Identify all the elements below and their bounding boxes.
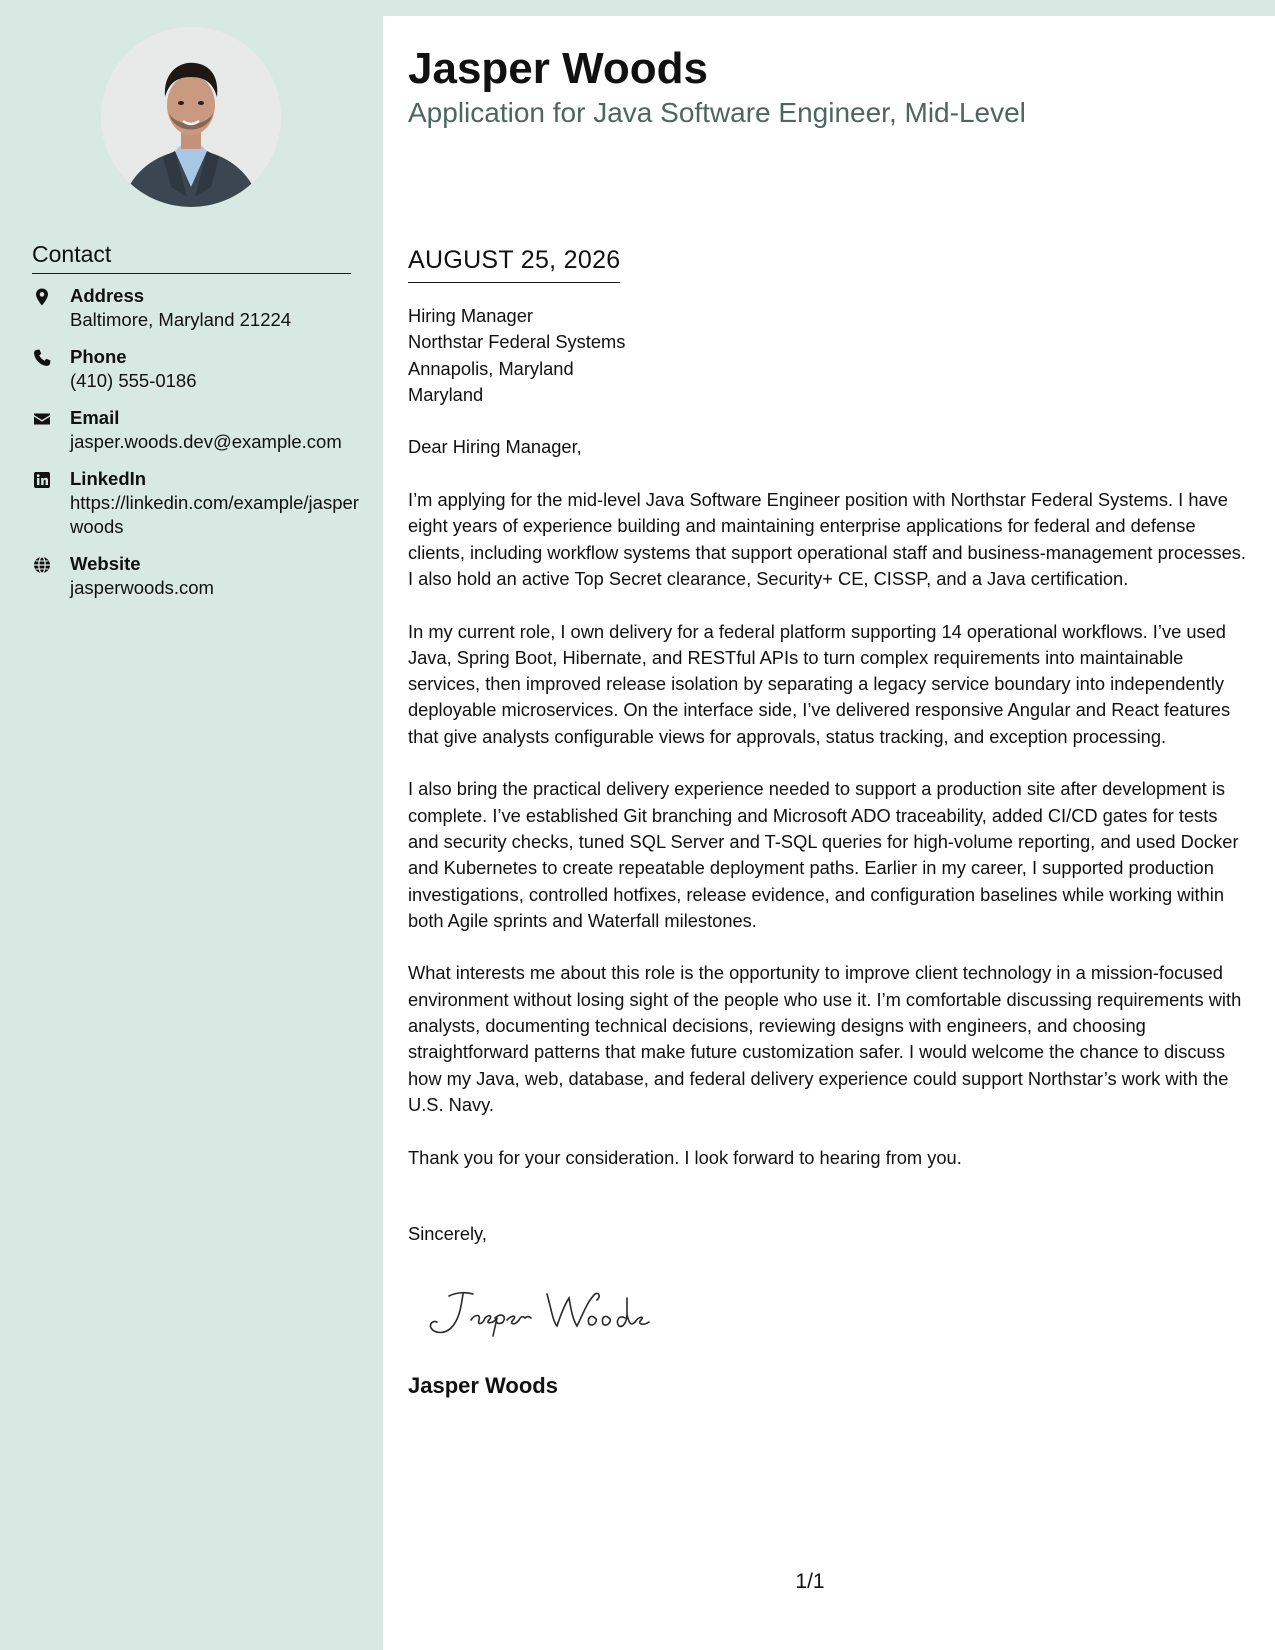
recipient-line: Hiring Manager — [408, 305, 533, 326]
phone-value: (410) 555-0186 — [70, 370, 197, 391]
contact-label: Website — [70, 553, 141, 574]
application-subtitle: Application for Java Software Engineer, Mid-Level — [408, 97, 1026, 128]
recipient-line: Northstar Federal Systems — [408, 331, 626, 353]
contact-list — [32, 284, 362, 613]
globe-icon — [32, 552, 70, 600]
contact-label: LinkedIn — [70, 468, 147, 489]
envelope-icon — [32, 406, 70, 454]
letter-body — [408, 303, 1250, 1273]
sidebar — [0, 0, 383, 1650]
recipient-line: Maryland — [408, 383, 484, 405]
contact-heading: Contact — [32, 240, 351, 274]
page-number-text: 1/1 — [795, 1570, 825, 1593]
salutation: Dear Hiring Manager, — [408, 436, 582, 458]
contact-item-linkedin — [32, 467, 362, 539]
contact-item-phone — [32, 345, 362, 393]
website-value[interactable]: jasperwoods.com — [70, 577, 214, 598]
address-value: Baltimore, Maryland 21224 — [70, 309, 292, 330]
linkedin-value[interactable]: https://linkedin.com/example/jasperwoods — [70, 492, 359, 537]
paragraph: In my current role, I own delivery for a federal platform supporting 14 operational workflows. I’ve used Java, Spring Boot, Hibernate, and RESTful APIs to turn complex requirements into maintainable services, then improved release isolation by separating a legacy service boundary into independently deployable microservices. On the interface side, I’ve delivered responsive Angular and React features that give analysts configurable views for approvals, status tracking, and exception processing. — [408, 620, 1231, 747]
paragraph: Thank you for your consideration. I look forward to hearing from you. — [408, 1146, 962, 1168]
paragraph: What interests me about this role is the opportunity to improve client technology in a mission-focused environment without losing sight of the people who use it. I’m comfortable discussing requirements with analysts, documenting technical decisions, reviewing designs with engineers, and choosing straightforward patterns that make future customization safer. I would welcome the chance to discuss how my Java, web, database, and federal delivery experience could support Northstar’s work with the U.S. Navy. — [408, 962, 1242, 1115]
email-value[interactable]: jasper.woods.dev@example.com — [70, 431, 342, 452]
page-number — [383, 1569, 1275, 1595]
recipient-block — [408, 303, 1250, 408]
contact-item-website — [32, 552, 362, 600]
closing: Sincerely, — [408, 1222, 487, 1244]
phone-icon — [32, 345, 70, 393]
handwritten-signature — [423, 1284, 683, 1344]
contact-label: Phone — [70, 346, 127, 367]
applicant-name: Jasper Woods — [408, 44, 708, 93]
recipient-line: Annapolis, Maryland — [408, 357, 574, 379]
contact-label: Address — [70, 285, 145, 306]
letter-page — [383, 16, 1275, 1650]
paragraph: I’m applying for the mid-level Java Software Engineer position with Northstar Federal Systems. I have eight years of experience building and maintaining enterprise applications for federal and defense clients, including workflow systems that support operational staff and business-management processes. I also hold an active Top Secret clearance, Security+ CE, CISSP, and a Java certification. — [408, 489, 1246, 589]
contact-item-address — [32, 284, 362, 332]
linkedin-icon — [32, 467, 70, 539]
contact-item-email — [32, 406, 362, 454]
paragraph: I also bring the practical delivery experience needed to support a production site after development is complete. I’ve established Git branching and Microsoft ADO traceability, added CI/CD gates for tests and security checks, tuned SQL Server and T-SQL queries for high-volume reporting, and used Docker and Kubernetes to create repeatable deployment paths. Earlier in my career, I supported production investigations, controlled hotfixes, release evidence, and configuration baselines while working within both Agile sprints and Waterfall milestones. — [408, 778, 1239, 931]
map-pin-icon — [32, 284, 70, 332]
signed-name: Jasper Woods — [408, 1373, 558, 1398]
contact-label: Email — [70, 407, 120, 428]
letter-date: AUGUST 25, 2026 — [408, 244, 620, 283]
profile-photo — [101, 27, 281, 207]
